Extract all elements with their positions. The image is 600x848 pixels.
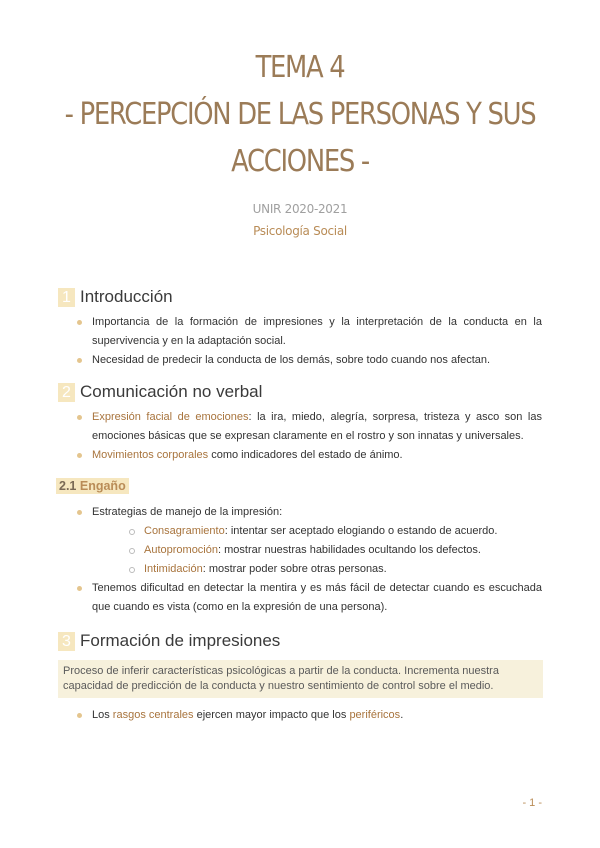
sub-list-item: [128, 522, 542, 541]
list-item: Necesidad de predecir la conducta de los demás, sobre todo cuando nos afectan.: [76, 351, 542, 370]
list-item-text: como indicadores del estado de ánimo.: [208, 449, 403, 461]
sub-list: [92, 522, 542, 579]
list-item: [76, 408, 542, 446]
section-heading-comunicacion: [58, 382, 262, 402]
comunicacion-list: [76, 408, 542, 465]
section-heading-formacion: [58, 631, 280, 651]
list-item-text: : mostrar poder sobre otras personas.: [202, 563, 387, 575]
section-title: Formación de impresiones: [80, 631, 281, 650]
definition-box: Proceso de inferir características psicológicas a partir de la conducta. Incrementa nuestra capacidad de predicción de la conducta y nuestro sentimiento de control sobre el medio.: [58, 660, 543, 698]
sub-list-item: [128, 541, 542, 560]
list-item-text: .: [400, 709, 404, 721]
introduccion-list: [76, 313, 542, 370]
subsection-heading-engano: [56, 478, 129, 494]
formacion-list: [76, 706, 542, 725]
subject-label: Psicología Social: [253, 224, 347, 238]
subsection-title: Engaño: [79, 479, 126, 493]
highlight-term: Movimientos corporales: [92, 449, 209, 461]
list-item-text: : mostrar nuestras habilidades ocultando los defectos.: [218, 544, 481, 556]
list-item: Importancia de la formación de impresiones y la interpretación de la conducta en la supervivencia y en la adaptación social.: [76, 313, 542, 351]
title-line-2: - PERCEPCIÓN DE LAS PERSONAS Y SUS: [64, 97, 536, 132]
highlight-term: Autopromoción: [144, 544, 218, 556]
course-label: UNIR 2020-2021: [252, 202, 348, 216]
list-item-text: Los: [92, 709, 113, 721]
title-line-1: TEMA 4: [255, 50, 345, 85]
list-item-text: : la ira, miedo, alegría, sorpresa, tristeza y asco son las emociones básicas que se expresan claramente en el rostro y son innatas y universales.: [92, 411, 542, 442]
title-line-3: ACCIONES -: [231, 144, 369, 179]
document-title: [0, 44, 600, 185]
section-number: 3: [58, 632, 75, 651]
section-heading-introduccion: [58, 287, 173, 307]
list-item: [76, 446, 542, 465]
section-number: 1: [58, 288, 75, 307]
list-item: [76, 706, 542, 725]
highlight-term: rasgos centrales: [112, 709, 194, 721]
highlight-term: Intimidación: [144, 563, 203, 575]
list-item-text: Estrategias de manejo de la impresión:: [92, 506, 283, 518]
section-number: 2: [58, 383, 75, 402]
highlight-term: Expresión facial de emociones: [92, 411, 249, 423]
list-item-text: ejercen mayor impacto que los: [193, 709, 350, 721]
list-item-text: : intentar ser aceptado elogiando o estando de acuerdo.: [224, 525, 498, 537]
highlight-term: Consagramiento: [144, 525, 225, 537]
list-item: Tenemos dificultad en detectar la mentira y es más fácil de detectar cuando es escuchada que cuando es vista (como en la expresión de una persona).: [76, 579, 542, 617]
section-title: Introducción: [80, 287, 173, 306]
page-number: - 1 -: [522, 797, 542, 809]
highlight-term: periféricos: [349, 709, 401, 721]
sub-list-item: [128, 560, 542, 579]
engano-list: [76, 503, 542, 617]
list-item: [76, 503, 542, 579]
section-title: Comunicación no verbal: [80, 382, 263, 401]
subsection-number: 2.1: [59, 479, 77, 493]
